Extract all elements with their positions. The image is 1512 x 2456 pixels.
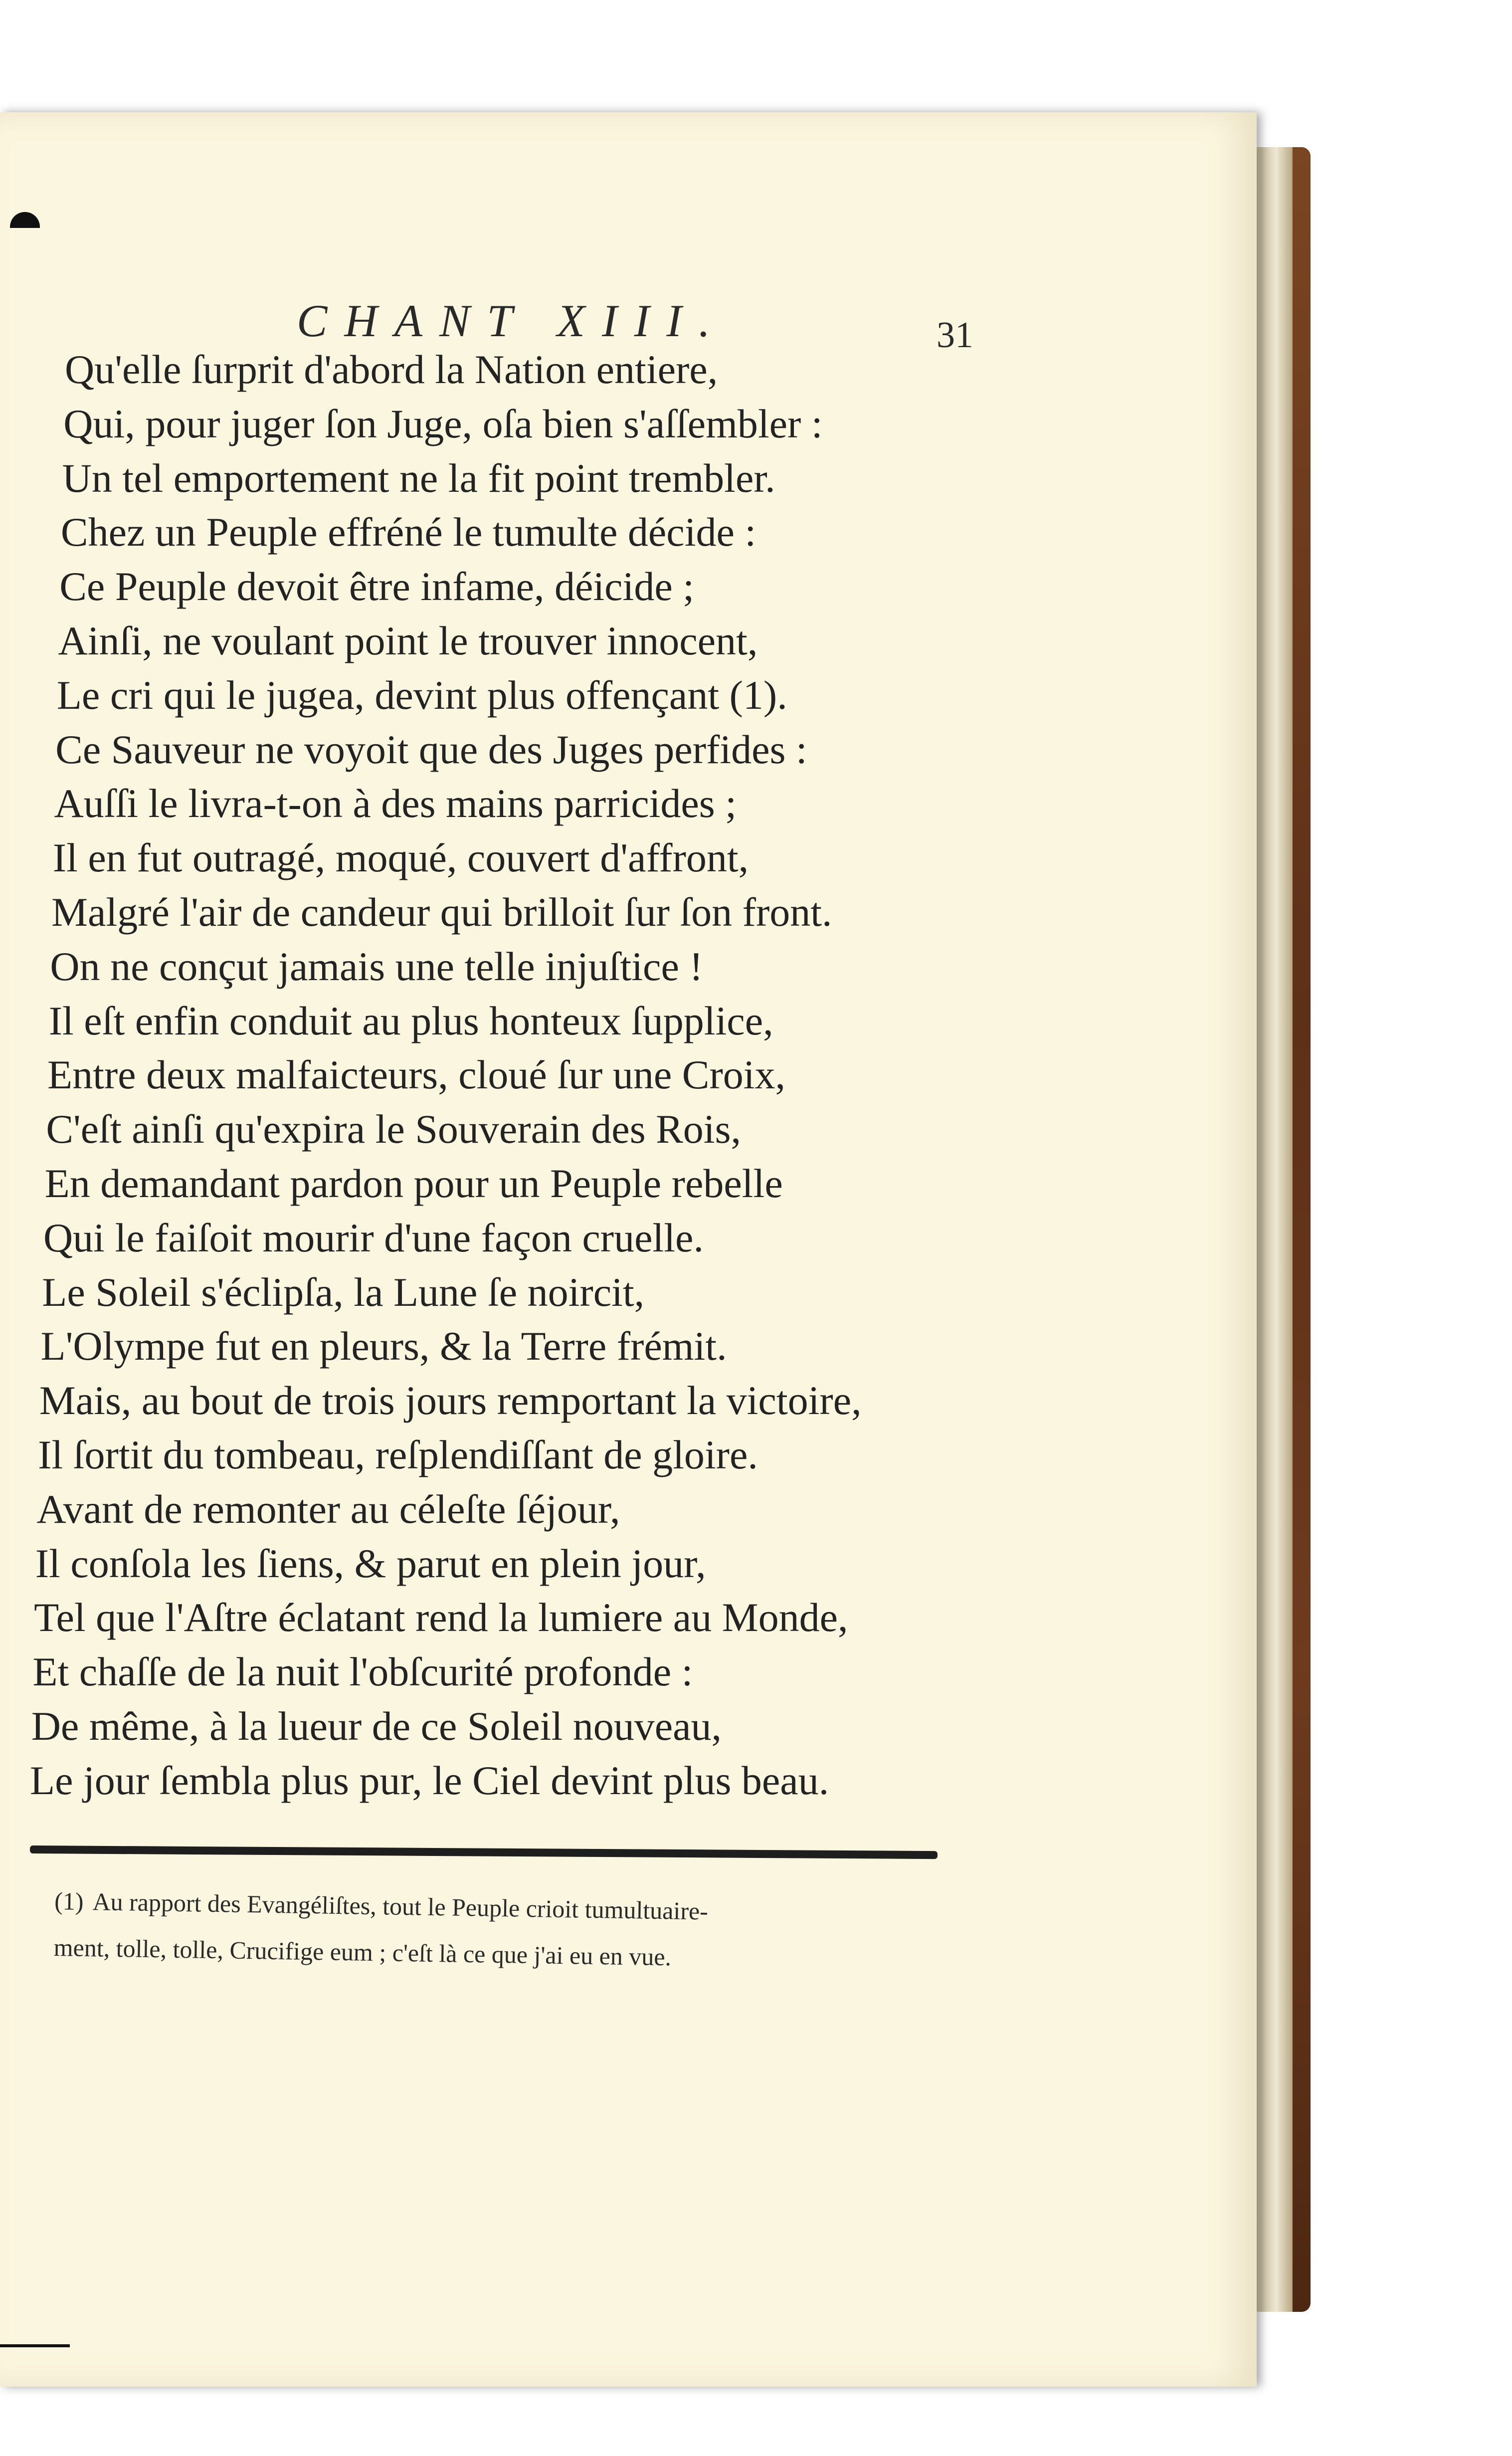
verse-line: On ne conçut jamais une telle injuſtice ! xyxy=(50,943,703,989)
bottom-edge-mark xyxy=(0,2344,70,2367)
verse-line: Qui, pour juger ſon Juge, oſa bien s'aſſembler : xyxy=(63,401,823,446)
verse-line: Entre deux malfaicteurs, cloué ſur une Croix, xyxy=(47,1052,786,1098)
verse-line: Il ſortit du tombeau, reſplendiſſant de gloire. xyxy=(38,1432,758,1477)
verse-line: Il conſola les ſiens, & parut en plein jour, xyxy=(35,1540,706,1586)
footnote-marker: (1) xyxy=(54,1886,84,1915)
verse-line: Ce Sauveur ne voyoit que des Juges perfides : xyxy=(55,726,807,772)
verse-line: Mais, au bout de trois jours remportant la victoire, xyxy=(39,1378,862,1424)
page-corner-mark xyxy=(10,212,40,228)
verse-line: Le jour ſembla plus pur, le Ciel devint plus beau. xyxy=(30,1757,829,1803)
book-cover-edge xyxy=(1293,147,1311,2312)
verse-line: En demandant pardon pour un Peuple rebelle xyxy=(44,1161,783,1206)
footnote-line-2: ment, tolle, tolle, Crucifige eum ; c'eſt là ce que j'ai eu en vue. xyxy=(53,1933,672,1971)
verse-line: Ainſi, ne voulant point le trouver innocent, xyxy=(58,618,758,663)
verse-line: L'Olympe fut en pleurs, & la Terre frémit. xyxy=(40,1323,727,1369)
footnote xyxy=(53,1878,933,1984)
running-head: CHANT XIII. xyxy=(297,295,727,346)
footnote-line-1: Au rapport des Evangéliſtes, tout le Peuple crioit tumultuaire- xyxy=(92,1887,709,1925)
verse-line: De même, à la lueur de ce Soleil nouveau, xyxy=(31,1703,722,1749)
verse-line: Tel que l'Aſtre éclatant rend la lumiere au Monde, xyxy=(34,1595,848,1640)
page-number: 31 xyxy=(937,315,973,356)
verse-line: Qui le faiſoit mourir d'une façon cruelle. xyxy=(43,1215,704,1260)
verse-line: Il en fut outragé, moqué, couvert d'affront, xyxy=(52,835,749,881)
verse-line: Qu'elle ſurprit d'abord la Nation entiere, xyxy=(65,347,718,392)
verse-line: Chez un Peuple effréné le tumulte décide : xyxy=(60,509,756,555)
verse-line: C'eſt ainſi qu'expira le Souverain des Rois, xyxy=(46,1106,741,1152)
verse-line: Et chaſſe de la nuit l'obſcurité profonde : xyxy=(32,1649,693,1695)
verse-line: Avant de remonter au céleſte ſéjour, xyxy=(36,1486,620,1532)
verse-line: Il eſt enfin conduit au plus honteux ſupplice, xyxy=(48,998,773,1043)
verse-line: Le cri qui le jugea, devint plus offençant (1). xyxy=(56,672,787,718)
verse-line: Auſſi le livra-t-on à des mains parricides ; xyxy=(54,781,737,826)
verse-line: Un tel emportement ne la fit point trembler. xyxy=(62,455,775,501)
verse-line: Malgré l'air de candeur qui brilloit ſur ſon front. xyxy=(51,889,832,935)
verse-line: Le Soleil s'éclipſa, la Lune ſe noircit, xyxy=(42,1269,645,1315)
verse-line: Ce Peuple devoit être infame, déicide ; xyxy=(59,564,695,610)
